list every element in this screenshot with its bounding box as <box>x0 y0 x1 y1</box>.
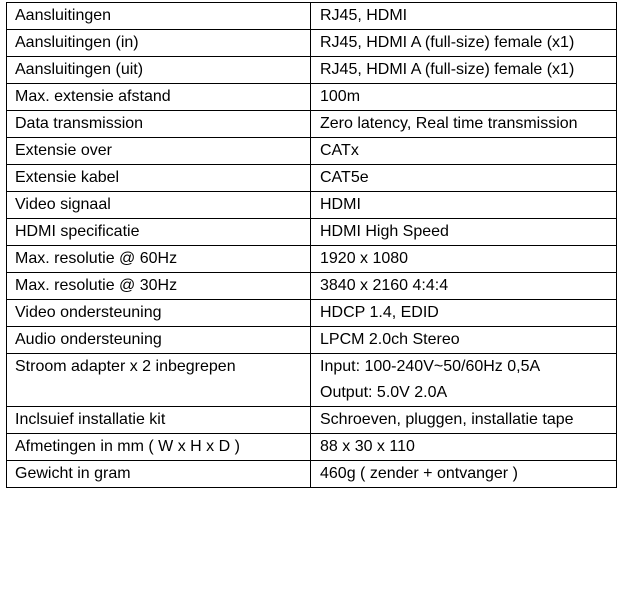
table-row <box>7 30 617 57</box>
table-row <box>7 84 617 111</box>
row-value: 460g ( zender + ontvanger ) <box>311 461 617 488</box>
row-value-line-1: Input: 100-240V~50/60Hz 0,5A <box>320 358 541 375</box>
row-value: 1920 x 1080 <box>311 246 617 273</box>
row-value: HDMI <box>311 192 617 219</box>
row-label: Aansluitingen <box>7 3 311 30</box>
table-row <box>7 192 617 219</box>
row-value: 3840 x 2160 4:4:4 <box>311 273 617 300</box>
row-label: Aansluitingen (in) <box>7 30 311 57</box>
row-label: Data transmission <box>7 111 311 138</box>
table-row <box>7 219 617 246</box>
table-row <box>7 57 617 84</box>
table-row <box>7 138 617 165</box>
table-row <box>7 354 617 407</box>
row-value: LPCM 2.0ch Stereo <box>311 327 617 354</box>
row-value: CATx <box>311 138 617 165</box>
row-value: Schroeven, pluggen, installatie tape <box>311 407 617 434</box>
row-label: Aansluitingen (uit) <box>7 57 311 84</box>
row-value: RJ45, HDMI A (full-size) female (x1) <box>311 30 617 57</box>
row-label: Video signaal <box>7 192 311 219</box>
table-row <box>7 3 617 30</box>
row-label: Extensie over <box>7 138 311 165</box>
row-label: Stroom adapter x 2 inbegrepen <box>7 354 311 407</box>
row-label: HDMI specificatie <box>7 219 311 246</box>
table-row <box>7 273 617 300</box>
table-row <box>7 246 617 273</box>
row-label: Max. resolutie @ 30Hz <box>7 273 311 300</box>
table-row <box>7 461 617 488</box>
row-value: HDMI High Speed <box>311 219 617 246</box>
row-value: CAT5e <box>311 165 617 192</box>
row-value: RJ45, HDMI A (full-size) female (x1) <box>311 57 617 84</box>
row-value-line-2: Output: 5.0V 2.0A <box>320 384 448 401</box>
row-value: 88 x 30 x 110 <box>311 434 617 461</box>
table-row <box>7 111 617 138</box>
row-label: Max. resolutie @ 60Hz <box>7 246 311 273</box>
row-label: Extensie kabel <box>7 165 311 192</box>
table-row <box>7 327 617 354</box>
row-value: Zero latency, Real time transmission <box>311 111 617 138</box>
table-row <box>7 407 617 434</box>
row-label: Afmetingen in mm ( W x H x D ) <box>7 434 311 461</box>
row-label: Audio ondersteuning <box>7 327 311 354</box>
table-row <box>7 300 617 327</box>
row-label: Inclsuief installatie kit <box>7 407 311 434</box>
row-value: RJ45, HDMI <box>311 3 617 30</box>
row-label: Video ondersteuning <box>7 300 311 327</box>
row-value <box>311 354 617 407</box>
table-row <box>7 434 617 461</box>
row-label: Max. extensie afstand <box>7 84 311 111</box>
row-value: HDCP 1.4, EDID <box>311 300 617 327</box>
table-row <box>7 165 617 192</box>
spec-table <box>6 2 617 488</box>
row-label: Gewicht in gram <box>7 461 311 488</box>
row-value: 100m <box>311 84 617 111</box>
